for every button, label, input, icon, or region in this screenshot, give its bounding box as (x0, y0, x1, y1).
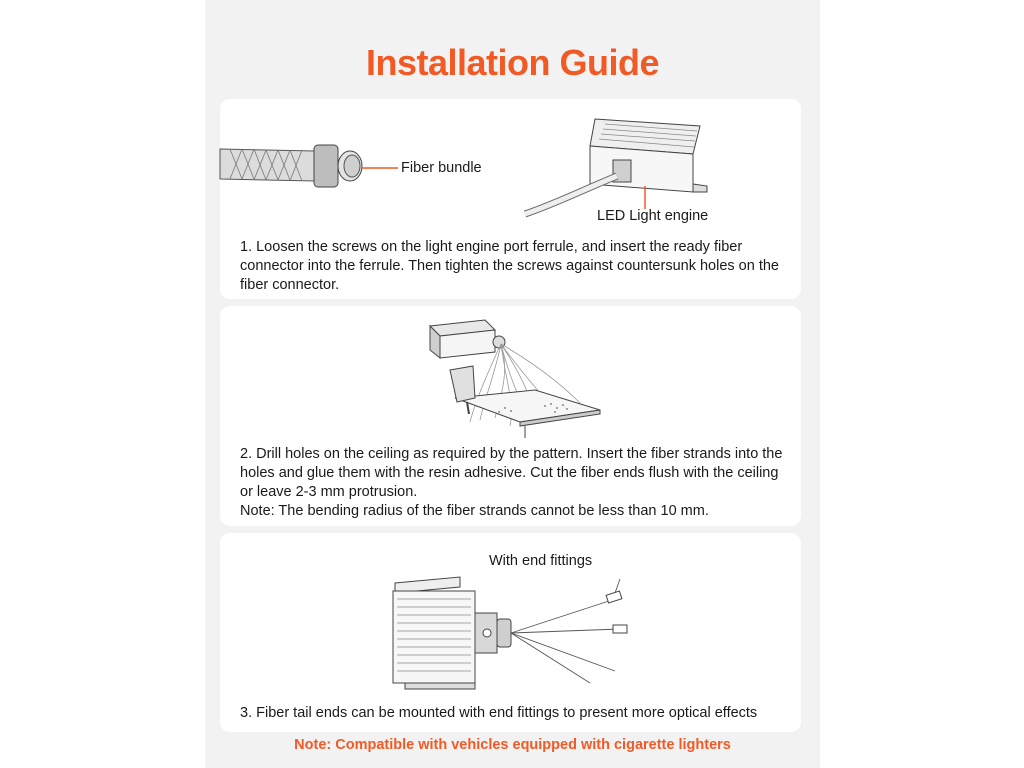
fiber-bundle-callout: Fiber bundle (401, 160, 482, 176)
end-fittings-callout: With end fittings (489, 553, 593, 569)
step-2-note: Note: The bending radius of the fiber strands cannot be less than 10 mm. (240, 503, 709, 519)
step-1-card (220, 99, 801, 299)
light-engine-end-fittings-illustration (375, 571, 635, 691)
compatibility-note: Note: Compatible with vehicles equipped with cigarette lighters (294, 737, 731, 753)
step-2-text: 2. Drill holes on the ceiling as required by the pattern. Insert the fiber strands into the holes and glue them with the resin adhesive. Cut the fiber ends flush with the ceiling or leave 2-3 mm protrusion. (240, 446, 783, 500)
ceiling-installation-illustration (415, 318, 615, 443)
led-light-engine-illustration (525, 114, 710, 214)
page-title: Installation Guide (365, 42, 660, 83)
led-engine-callout: LED Light engine (597, 208, 709, 224)
guide-panel (205, 0, 820, 768)
step-3-card (220, 533, 801, 732)
step-3-text: 3. Fiber tail ends can be mounted with end fittings to present more optical effects (240, 705, 758, 721)
step-2-card (220, 306, 801, 526)
step-1-text: 1. Loosen the screws on the light engine port ferrule, and insert the ready fiber connector into the ferrule. Then tighten the screws against countersunk holes on the fiber connector. (240, 239, 779, 293)
fiber-bundle-illustration (220, 129, 420, 209)
